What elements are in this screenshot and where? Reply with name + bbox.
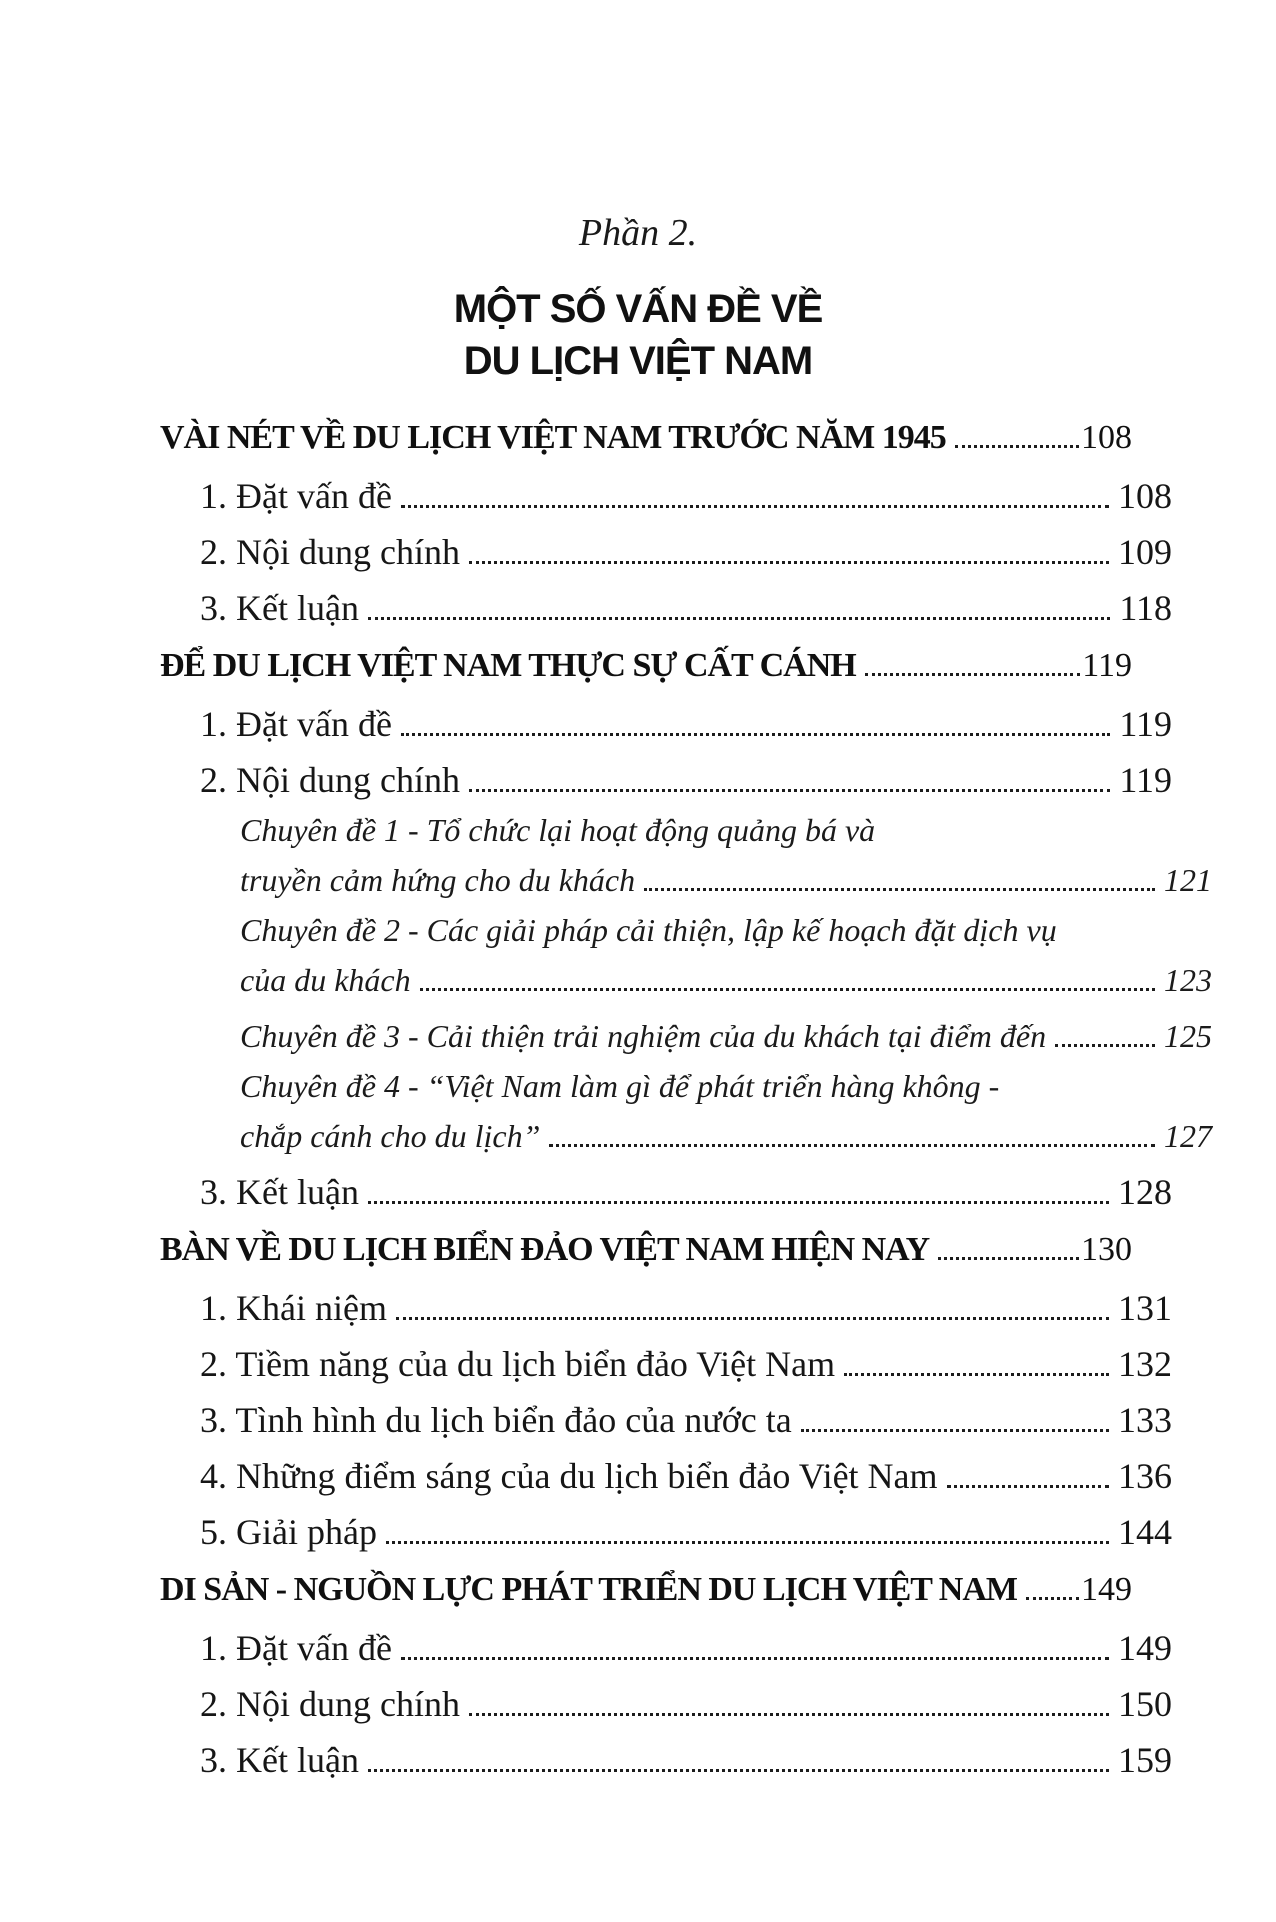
toc-entry-line [160,408,1132,468]
toc-entry-line [200,1620,1172,1676]
toc-page-number: 133 [1118,1400,1172,1440]
toc-entry-text: 5. Giải pháp [200,1512,377,1552]
toc-entry-text: truyền cảm hứng cho du khách [240,862,636,898]
table-of-contents [160,408,1212,1788]
toc-entry [160,1336,1172,1392]
toc-page-number: 130 [1081,1231,1132,1268]
toc-dot-leader [549,1114,1155,1147]
toc-entry-text: VÀI NÉT VỀ DU LỊCH VIỆT NAM TRƯỚC NĂM 1945 [160,419,946,456]
toc-dot-leader [401,1627,1109,1660]
toc-entry-text: 1. Khái niệm [200,1288,387,1328]
toc-dot-leader [801,1399,1109,1432]
toc-dot-leader [368,587,1110,620]
toc-page-number: 108 [1081,419,1132,456]
toc-entry [160,1064,1212,1164]
toc-page-number: 128 [1118,1172,1172,1212]
toc-entry-line [200,1732,1172,1788]
toc-entry-text: 1. Đặt vấn đề [200,476,392,516]
toc-entry [160,696,1172,752]
toc-entry-text: 3. Kết luận [200,588,359,628]
toc-entry-line [200,752,1172,808]
toc-entry-line [200,1392,1172,1448]
toc-dot-leader [386,1511,1109,1544]
toc-entry [160,524,1172,580]
toc-entry-line [200,696,1172,752]
section-title-line1: MỘT SỐ VẤN ĐỀ VỀ [453,287,823,331]
toc-entry-heading [160,1220,1132,1280]
toc-page-number: 109 [1118,532,1172,572]
toc-entry-heading [160,1560,1132,1620]
toc-entry-line [200,1448,1172,1504]
toc-dot-leader [844,1343,1109,1376]
toc-entry-line [240,1108,1212,1164]
toc-page-number: 119 [1119,704,1172,744]
toc-entry-text-first-line: Chuyên đề 1 - Tổ chức lại hoạt động quảng bá và [240,812,876,848]
toc-entry-text: 2. Nội dung chính [200,1684,460,1724]
toc-entry [160,1676,1172,1732]
toc-dot-leader [955,415,1079,448]
toc-entry-line [200,580,1172,636]
toc-page-number: 119 [1119,760,1172,800]
toc-entry-text: 3. Kết luận [200,1740,359,1780]
toc-entry-line [200,1280,1172,1336]
toc-page-number: 123 [1164,962,1212,998]
toc-entry-text: DI SẢN - NGUỒN LỰC PHÁT TRIỂN DU LỊCH VIỆT NAM [160,1571,1018,1608]
toc-entry-text-first-line: Chuyên đề 4 - “Việt Nam làm gì để phát triển hàng không - [240,1068,1000,1104]
toc-entry-line [240,1008,1212,1064]
toc-entry [160,808,1212,908]
toc-entry [160,1732,1172,1788]
toc-entry-line [200,1504,1172,1560]
toc-entry-line [160,636,1132,696]
toc-dot-leader [396,1287,1109,1320]
toc-entry-text: 1. Đặt vấn đề [200,704,392,744]
toc-entry-text: chắp cánh cho du lịch” [240,1118,541,1154]
toc-entry [160,1164,1172,1220]
toc-dot-leader [401,475,1109,508]
toc-dot-leader [368,1171,1109,1204]
toc-entry [160,1620,1172,1676]
toc-entry [160,580,1172,636]
toc-page-number: 159 [1118,1740,1172,1780]
section-title [0,283,1276,387]
toc-dot-leader [644,858,1155,891]
toc-page-number: 150 [1118,1684,1172,1724]
toc-entry [160,1392,1172,1448]
toc-page-number: 136 [1118,1456,1172,1496]
toc-entry-line [240,952,1212,1008]
toc-entry-text: Chuyên đề 3 - Cải thiện trải nghiệm của du khách tại điểm đến [240,1018,1047,1054]
toc-page-number: 108 [1118,476,1172,516]
toc-page-number: 149 [1118,1628,1172,1668]
toc-entry-text-first-line: Chuyên đề 2 - Các giải pháp cải thiện, lập kế hoạch đặt dịch vụ [240,912,1057,948]
toc-entry-text: 3. Tình hình du lịch biển đảo của nước ta [200,1400,792,1440]
toc-entry-heading [160,408,1132,468]
toc-entry-text: 2. Nội dung chính [200,532,460,572]
toc-entry-heading [160,636,1132,696]
toc-entry-text: 4. Những điểm sáng của du lịch biển đảo Việt Nam [200,1456,938,1496]
toc-page-number: 132 [1118,1344,1172,1384]
toc-page-number: 119 [1082,647,1132,684]
toc-dot-leader [420,958,1155,991]
toc-dot-leader [401,703,1110,736]
toc-dot-leader [469,1683,1109,1716]
toc-entry [160,1280,1172,1336]
toc-page-number: 121 [1164,862,1212,898]
toc-page-number: 131 [1118,1288,1172,1328]
toc-entry [160,468,1172,524]
toc-dot-leader [368,1739,1109,1772]
toc-entry-text: BÀN VỀ DU LỊCH BIỂN ĐẢO VIỆT NAM HIỆN NAY [160,1231,930,1268]
toc-dot-leader [1026,1567,1079,1600]
section-title-line2: DU LỊCH VIỆT NAM [463,339,813,383]
toc-entry-text: 1. Đặt vấn đề [200,1628,392,1668]
toc-entry-line [240,852,1212,908]
toc-page-number: 125 [1164,1018,1212,1054]
toc-page-number: 127 [1164,1118,1212,1154]
toc-entry [160,752,1172,808]
toc-entry-text: của du khách [240,962,411,998]
toc-entry-line [200,1336,1172,1392]
toc-entry-text: 2. Nội dung chính [200,760,460,800]
toc-dot-leader [865,643,1081,676]
toc-dot-leader [469,531,1109,564]
toc-entry [160,908,1212,1008]
toc-page-number: 118 [1119,588,1172,628]
toc-entry-text: ĐỂ DU LỊCH VIỆT NAM THỰC SỰ CẤT CÁNH [160,647,856,684]
toc-page-number: 144 [1118,1512,1172,1552]
toc-dot-leader [1055,1014,1155,1047]
toc-entry-line [200,524,1172,580]
toc-entry-line [200,468,1172,524]
part-label: Phần 2. [578,212,698,254]
toc-entry-text: 2. Tiềm năng của du lịch biển đảo Việt Nam [200,1344,836,1384]
toc-entry [160,1008,1212,1064]
toc-entry-line [160,1560,1132,1620]
toc-entry-line [200,1164,1172,1220]
toc-entry-line [200,1676,1172,1732]
toc-dot-leader [469,759,1110,792]
toc-dot-leader [938,1227,1079,1260]
toc-entry [160,1448,1172,1504]
toc-entry-text: 3. Kết luận [200,1172,359,1212]
toc-entry [160,1504,1172,1560]
toc-entry-line [160,1220,1132,1280]
toc-dot-leader [947,1455,1109,1488]
toc-page-number: 149 [1081,1571,1132,1608]
